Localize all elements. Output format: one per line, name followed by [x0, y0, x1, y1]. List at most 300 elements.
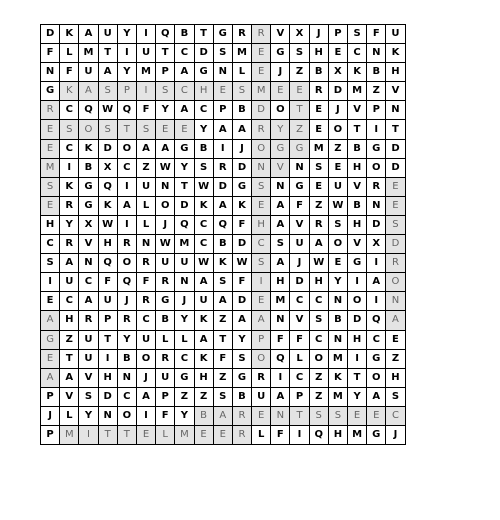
grid-cell[interactable]: Q [156, 25, 175, 44]
grid-cell[interactable]: Y [117, 25, 136, 44]
grid-cell[interactable]: N [41, 63, 60, 82]
grid-cell[interactable]: B [328, 311, 347, 330]
grid-cell[interactable]: F [290, 196, 309, 215]
grid-cell[interactable]: O [348, 292, 367, 311]
grid-cell[interactable]: R [252, 368, 271, 387]
grid-cell[interactable]: E [309, 120, 328, 139]
grid-cell-highlighted[interactable]: E [213, 425, 232, 444]
grid-cell[interactable]: D [98, 139, 117, 158]
grid-cell[interactable]: Z [328, 139, 347, 158]
grid-cell[interactable]: E [309, 177, 328, 196]
grid-cell[interactable]: R [117, 311, 136, 330]
grid-cell-highlighted[interactable]: N [386, 292, 405, 311]
grid-cell[interactable]: N [136, 235, 155, 254]
grid-cell-highlighted[interactable]: B [194, 406, 213, 425]
grid-cell[interactable]: G [367, 349, 386, 368]
grid-cell[interactable]: O [117, 254, 136, 273]
grid-cell[interactable]: S [213, 273, 232, 292]
grid-cell-highlighted[interactable]: L [156, 425, 175, 444]
grid-cell-highlighted[interactable]: A [386, 311, 405, 330]
grid-cell[interactable]: M [175, 235, 194, 254]
grid-cell[interactable]: Z [175, 387, 194, 406]
grid-cell-highlighted[interactable]: S [136, 120, 155, 139]
grid-cell[interactable]: W [98, 215, 117, 234]
grid-cell[interactable]: F [290, 330, 309, 349]
grid-cell[interactable]: Y [175, 406, 194, 425]
grid-cell[interactable]: Y [232, 330, 251, 349]
grid-cell[interactable]: I [271, 368, 290, 387]
grid-cell[interactable]: P [156, 387, 175, 406]
grid-cell[interactable]: L [232, 63, 251, 82]
grid-cell[interactable]: D [175, 196, 194, 215]
grid-cell[interactable]: C [290, 368, 309, 387]
grid-cell[interactable]: Q [213, 215, 232, 234]
grid-cell[interactable]: V [348, 177, 367, 196]
grid-cell[interactable]: S [309, 311, 328, 330]
grid-cell[interactable]: F [136, 101, 155, 120]
grid-cell-highlighted[interactable]: E [252, 196, 271, 215]
grid-cell[interactable]: A [60, 368, 79, 387]
grid-cell[interactable]: X [328, 63, 347, 82]
grid-cell-highlighted[interactable]: Z [290, 120, 309, 139]
grid-cell[interactable]: F [136, 273, 155, 292]
grid-cell[interactable]: K [232, 196, 251, 215]
grid-cell[interactable]: O [367, 158, 386, 177]
grid-cell[interactable]: G [367, 139, 386, 158]
grid-cell[interactable]: M [232, 44, 251, 63]
grid-cell[interactable]: L [156, 330, 175, 349]
grid-cell[interactable]: S [79, 387, 98, 406]
grid-cell-highlighted[interactable]: S [386, 215, 405, 234]
grid-cell[interactable]: A [232, 120, 251, 139]
grid-cell[interactable]: V [290, 311, 309, 330]
grid-cell[interactable]: M [136, 63, 155, 82]
grid-cell[interactable]: R [367, 177, 386, 196]
grid-cell[interactable]: A [309, 235, 328, 254]
grid-cell[interactable]: S [213, 44, 232, 63]
grid-cell[interactable]: Q [367, 311, 386, 330]
grid-cell-highlighted[interactable]: E [252, 63, 271, 82]
grid-cell-highlighted[interactable]: I [79, 425, 98, 444]
grid-cell[interactable]: F [367, 25, 386, 44]
grid-cell[interactable]: Z [386, 349, 405, 368]
grid-cell-highlighted[interactable]: S [60, 120, 79, 139]
grid-cell[interactable]: G [271, 44, 290, 63]
grid-cell[interactable]: J [290, 254, 309, 273]
grid-cell[interactable]: Q [117, 273, 136, 292]
grid-cell[interactable]: Z [213, 368, 232, 387]
grid-cell[interactable]: I [348, 349, 367, 368]
grid-cell[interactable]: U [136, 177, 155, 196]
grid-cell[interactable]: C [60, 139, 79, 158]
grid-cell-highlighted[interactable]: E [252, 292, 271, 311]
grid-cell[interactable]: K [98, 196, 117, 215]
grid-cell[interactable]: N [328, 292, 347, 311]
grid-cell-highlighted[interactable]: S [309, 406, 328, 425]
grid-cell[interactable]: O [117, 139, 136, 158]
grid-cell[interactable]: Y [348, 387, 367, 406]
grid-cell[interactable]: J [386, 425, 405, 444]
grid-cell-highlighted[interactable]: E [271, 82, 290, 101]
grid-cell[interactable]: Z [309, 368, 328, 387]
grid-cell[interactable]: H [348, 330, 367, 349]
grid-cell[interactable]: C [175, 349, 194, 368]
grid-cell[interactable]: G [175, 139, 194, 158]
grid-cell[interactable]: P [41, 387, 60, 406]
grid-cell[interactable]: O [328, 235, 347, 254]
grid-cell-highlighted[interactable]: H [194, 82, 213, 101]
grid-cell-highlighted[interactable]: A [41, 368, 60, 387]
grid-cell[interactable]: P [213, 101, 232, 120]
grid-cell[interactable]: W [156, 158, 175, 177]
grid-cell[interactable]: S [213, 387, 232, 406]
grid-cell[interactable]: S [328, 215, 347, 234]
grid-cell[interactable]: U [79, 349, 98, 368]
grid-cell[interactable]: B [175, 25, 194, 44]
grid-cell[interactable]: L [136, 196, 155, 215]
grid-cell[interactable]: O [328, 120, 347, 139]
grid-cell-highlighted[interactable]: P [117, 82, 136, 101]
grid-cell[interactable]: O [117, 406, 136, 425]
grid-cell[interactable]: M [271, 292, 290, 311]
grid-cell-highlighted[interactable]: O [386, 273, 405, 292]
grid-cell[interactable]: T [213, 330, 232, 349]
grid-cell[interactable]: A [60, 254, 79, 273]
grid-cell[interactable]: B [117, 349, 136, 368]
grid-cell[interactable]: B [156, 311, 175, 330]
grid-cell[interactable]: F [98, 273, 117, 292]
grid-cell[interactable]: J [156, 215, 175, 234]
grid-cell[interactable]: Y [117, 330, 136, 349]
grid-cell[interactable]: X [367, 235, 386, 254]
grid-cell[interactable]: T [386, 120, 405, 139]
grid-cell[interactable]: Z [367, 82, 386, 101]
grid-cell-highlighted[interactable]: R [386, 254, 405, 273]
grid-cell[interactable]: U [79, 330, 98, 349]
grid-cell[interactable]: O [271, 101, 290, 120]
grid-cell[interactable]: H [386, 63, 405, 82]
grid-cell[interactable]: A [175, 101, 194, 120]
grid-cell[interactable]: F [232, 273, 251, 292]
grid-cell-highlighted[interactable]: E [175, 120, 194, 139]
grid-cell[interactable]: R [309, 82, 328, 101]
grid-cell[interactable]: D [386, 158, 405, 177]
grid-cell[interactable]: O [309, 349, 328, 368]
grid-cell[interactable]: S [386, 387, 405, 406]
grid-cell[interactable]: C [309, 292, 328, 311]
grid-cell-highlighted[interactable]: E [348, 406, 367, 425]
grid-cell[interactable]: Z [60, 330, 79, 349]
grid-cell-highlighted[interactable]: C [175, 82, 194, 101]
grid-cell[interactable]: E [386, 330, 405, 349]
grid-cell[interactable]: Y [60, 215, 79, 234]
grid-cell[interactable]: G [232, 368, 251, 387]
grid-cell-highlighted[interactable]: A [79, 82, 98, 101]
grid-cell-highlighted[interactable]: C [386, 406, 405, 425]
grid-cell[interactable]: A [271, 387, 290, 406]
grid-cell-highlighted[interactable]: I [136, 82, 155, 101]
grid-cell[interactable]: A [367, 387, 386, 406]
grid-cell[interactable]: D [232, 292, 251, 311]
grid-cell[interactable]: A [136, 387, 155, 406]
grid-cell[interactable]: R [60, 235, 79, 254]
grid-cell-highlighted[interactable]: I [252, 273, 271, 292]
grid-cell[interactable]: D [386, 139, 405, 158]
grid-cell-highlighted[interactable]: G [271, 139, 290, 158]
grid-cell[interactable]: B [232, 101, 251, 120]
grid-cell[interactable]: G [232, 177, 251, 196]
grid-cell[interactable]: P [290, 387, 309, 406]
grid-cell[interactable]: A [136, 139, 155, 158]
grid-cell[interactable]: K [194, 196, 213, 215]
grid-cell[interactable]: B [309, 63, 328, 82]
grid-cell[interactable]: U [79, 63, 98, 82]
grid-cell[interactable]: I [41, 273, 60, 292]
grid-cell[interactable]: K [386, 44, 405, 63]
grid-cell[interactable]: B [79, 158, 98, 177]
grid-cell[interactable]: V [290, 215, 309, 234]
grid-cell[interactable]: K [194, 349, 213, 368]
grid-cell[interactable]: R [60, 196, 79, 215]
grid-cell-highlighted[interactable]: E [41, 349, 60, 368]
grid-cell[interactable]: U [175, 254, 194, 273]
grid-cell[interactable]: N [213, 63, 232, 82]
grid-cell-highlighted[interactable]: P [252, 330, 271, 349]
grid-cell[interactable]: I [60, 158, 79, 177]
grid-cell[interactable]: Q [309, 425, 328, 444]
grid-cell[interactable]: U [60, 273, 79, 292]
grid-cell[interactable]: U [328, 177, 347, 196]
grid-cell[interactable]: M [328, 349, 347, 368]
grid-cell[interactable]: P [41, 425, 60, 444]
grid-cell[interactable]: C [309, 330, 328, 349]
grid-cell[interactable]: L [175, 330, 194, 349]
grid-cell-highlighted[interactable]: R [252, 120, 271, 139]
grid-cell-highlighted[interactable]: S [252, 254, 271, 273]
grid-cell[interactable]: C [60, 292, 79, 311]
grid-cell-highlighted[interactable]: M [60, 425, 79, 444]
grid-cell[interactable]: B [232, 387, 251, 406]
grid-cell-highlighted[interactable]: M [41, 158, 60, 177]
grid-cell[interactable]: Z [309, 387, 328, 406]
grid-cell[interactable]: K [60, 177, 79, 196]
grid-cell[interactable]: I [213, 139, 232, 158]
grid-cell-highlighted[interactable]: S [252, 177, 271, 196]
grid-cell[interactable]: S [41, 254, 60, 273]
grid-cell[interactable]: W [194, 254, 213, 273]
grid-cell[interactable]: W [98, 101, 117, 120]
grid-cell-highlighted[interactable]: R [252, 25, 271, 44]
grid-cell[interactable]: N [98, 406, 117, 425]
grid-cell[interactable]: S [309, 158, 328, 177]
grid-cell[interactable]: M [328, 387, 347, 406]
grid-cell[interactable]: B [194, 139, 213, 158]
grid-cell[interactable]: G [290, 177, 309, 196]
grid-cell[interactable]: T [98, 44, 117, 63]
grid-cell[interactable]: U [98, 25, 117, 44]
grid-cell[interactable]: C [117, 387, 136, 406]
grid-cell[interactable]: C [117, 158, 136, 177]
grid-cell[interactable]: V [386, 82, 405, 101]
grid-cell[interactable]: H [309, 273, 328, 292]
grid-cell[interactable]: A [194, 330, 213, 349]
grid-cell-highlighted[interactable]: G [41, 330, 60, 349]
grid-cell[interactable]: F [271, 330, 290, 349]
grid-cell-highlighted[interactable]: N [271, 406, 290, 425]
grid-cell[interactable]: A [367, 273, 386, 292]
grid-cell[interactable]: A [175, 63, 194, 82]
grid-cell[interactable]: T [98, 330, 117, 349]
grid-cell[interactable]: O [136, 349, 155, 368]
grid-cell[interactable]: H [348, 158, 367, 177]
grid-cell[interactable]: C [136, 311, 155, 330]
grid-cell[interactable]: R [117, 235, 136, 254]
grid-cell[interactable]: O [156, 196, 175, 215]
grid-cell[interactable]: E [328, 44, 347, 63]
grid-cell[interactable]: J [309, 25, 328, 44]
grid-cell-highlighted[interactable]: D [386, 235, 405, 254]
grid-cell[interactable]: X [290, 25, 309, 44]
grid-cell-highlighted[interactable]: C [252, 235, 271, 254]
grid-cell-highlighted[interactable]: D [252, 101, 271, 120]
grid-cell[interactable]: L [60, 44, 79, 63]
grid-cell[interactable]: W [194, 177, 213, 196]
grid-cell[interactable]: N [175, 273, 194, 292]
grid-cell[interactable]: G [79, 196, 98, 215]
grid-cell[interactable]: N [79, 254, 98, 273]
grid-cell-highlighted[interactable]: S [232, 82, 251, 101]
grid-cell[interactable]: F [156, 406, 175, 425]
grid-cell[interactable]: Y [328, 273, 347, 292]
grid-cell[interactable]: T [175, 177, 194, 196]
grid-cell-highlighted[interactable]: K [60, 82, 79, 101]
grid-cell-highlighted[interactable]: S [41, 177, 60, 196]
grid-cell[interactable]: T [194, 25, 213, 44]
grid-cell[interactable]: C [79, 273, 98, 292]
grid-cell[interactable]: G [367, 425, 386, 444]
grid-cell[interactable]: U [194, 292, 213, 311]
grid-cell[interactable]: M [309, 139, 328, 158]
grid-cell-highlighted[interactable]: T [290, 101, 309, 120]
grid-cell-highlighted[interactable]: E [136, 425, 155, 444]
grid-cell[interactable]: G [156, 292, 175, 311]
grid-cell[interactable]: C [175, 44, 194, 63]
grid-cell[interactable]: X [98, 158, 117, 177]
grid-cell-highlighted[interactable]: E [41, 196, 60, 215]
grid-cell[interactable]: F [60, 63, 79, 82]
grid-cell-highlighted[interactable]: M [175, 425, 194, 444]
grid-cell[interactable]: K [213, 254, 232, 273]
grid-cell[interactable]: R [309, 215, 328, 234]
grid-cell-highlighted[interactable]: E [252, 406, 271, 425]
grid-cell[interactable]: P [98, 311, 117, 330]
grid-cell[interactable]: N [271, 311, 290, 330]
grid-cell[interactable]: I [98, 349, 117, 368]
grid-cell[interactable]: J [271, 63, 290, 82]
grid-cell-highlighted[interactable]: O [79, 120, 98, 139]
grid-cell[interactable]: L [290, 349, 309, 368]
grid-cell[interactable]: Q [79, 101, 98, 120]
grid-cell[interactable]: Q [98, 177, 117, 196]
grid-cell[interactable]: V [348, 101, 367, 120]
grid-cell[interactable]: V [271, 25, 290, 44]
grid-cell[interactable]: B [348, 196, 367, 215]
grid-cell[interactable]: U [386, 25, 405, 44]
grid-cell[interactable]: K [194, 311, 213, 330]
grid-cell-highlighted[interactable]: T [117, 425, 136, 444]
grid-cell[interactable]: D [232, 235, 251, 254]
grid-cell[interactable]: K [60, 25, 79, 44]
grid-cell[interactable]: D [290, 273, 309, 292]
grid-cell[interactable]: S [232, 349, 251, 368]
grid-cell-highlighted[interactable]: R [41, 101, 60, 120]
grid-cell-highlighted[interactable]: E [290, 82, 309, 101]
grid-cell-highlighted[interactable]: H [252, 215, 271, 234]
grid-cell[interactable]: V [348, 235, 367, 254]
grid-cell[interactable]: D [194, 44, 213, 63]
grid-cell[interactable]: J [232, 139, 251, 158]
grid-cell[interactable]: I [367, 292, 386, 311]
grid-cell-highlighted[interactable]: O [252, 139, 271, 158]
grid-cell[interactable]: Y [194, 120, 213, 139]
grid-cell[interactable]: W [309, 254, 328, 273]
grid-cell-highlighted[interactable]: A [213, 406, 232, 425]
grid-cell[interactable]: U [136, 44, 155, 63]
grid-cell[interactable]: N [367, 196, 386, 215]
grid-cell[interactable]: R [136, 292, 155, 311]
grid-cell-highlighted[interactable]: E [386, 177, 405, 196]
grid-cell[interactable]: G [194, 63, 213, 82]
grid-cell[interactable]: Q [175, 215, 194, 234]
grid-cell[interactable]: F [213, 349, 232, 368]
grid-cell[interactable]: G [41, 82, 60, 101]
grid-cell[interactable]: A [213, 292, 232, 311]
grid-cell-highlighted[interactable]: Y [271, 120, 290, 139]
grid-cell-highlighted[interactable]: E [386, 196, 405, 215]
grid-cell[interactable]: J [328, 101, 347, 120]
grid-cell[interactable]: E [41, 292, 60, 311]
grid-cell[interactable]: V [79, 235, 98, 254]
grid-cell[interactable]: A [156, 139, 175, 158]
grid-cell[interactable]: F [232, 215, 251, 234]
grid-cell[interactable]: A [232, 311, 251, 330]
grid-cell[interactable]: N [156, 177, 175, 196]
grid-cell[interactable]: A [213, 196, 232, 215]
grid-cell[interactable]: U [252, 387, 271, 406]
grid-cell[interactable]: U [290, 235, 309, 254]
grid-cell[interactable]: K [348, 63, 367, 82]
grid-cell[interactable]: A [271, 254, 290, 273]
grid-cell[interactable]: H [194, 368, 213, 387]
grid-cell[interactable]: Y [117, 63, 136, 82]
grid-cell[interactable]: W [232, 254, 251, 273]
grid-cell[interactable]: H [98, 368, 117, 387]
grid-cell[interactable]: J [136, 368, 155, 387]
grid-cell[interactable]: Q [271, 349, 290, 368]
grid-cell-highlighted[interactable]: R [232, 406, 251, 425]
grid-cell[interactable]: I [136, 25, 155, 44]
grid-cell[interactable]: Q [117, 101, 136, 120]
grid-cell[interactable]: Q [98, 254, 117, 273]
grid-cell[interactable]: A [271, 215, 290, 234]
grid-cell[interactable]: U [98, 292, 117, 311]
grid-cell[interactable]: E [328, 254, 347, 273]
grid-cell[interactable]: S [348, 25, 367, 44]
grid-cell[interactable]: C [194, 235, 213, 254]
grid-cell[interactable]: S [271, 235, 290, 254]
grid-cell[interactable]: P [156, 63, 175, 82]
grid-cell[interactable]: H [386, 368, 405, 387]
